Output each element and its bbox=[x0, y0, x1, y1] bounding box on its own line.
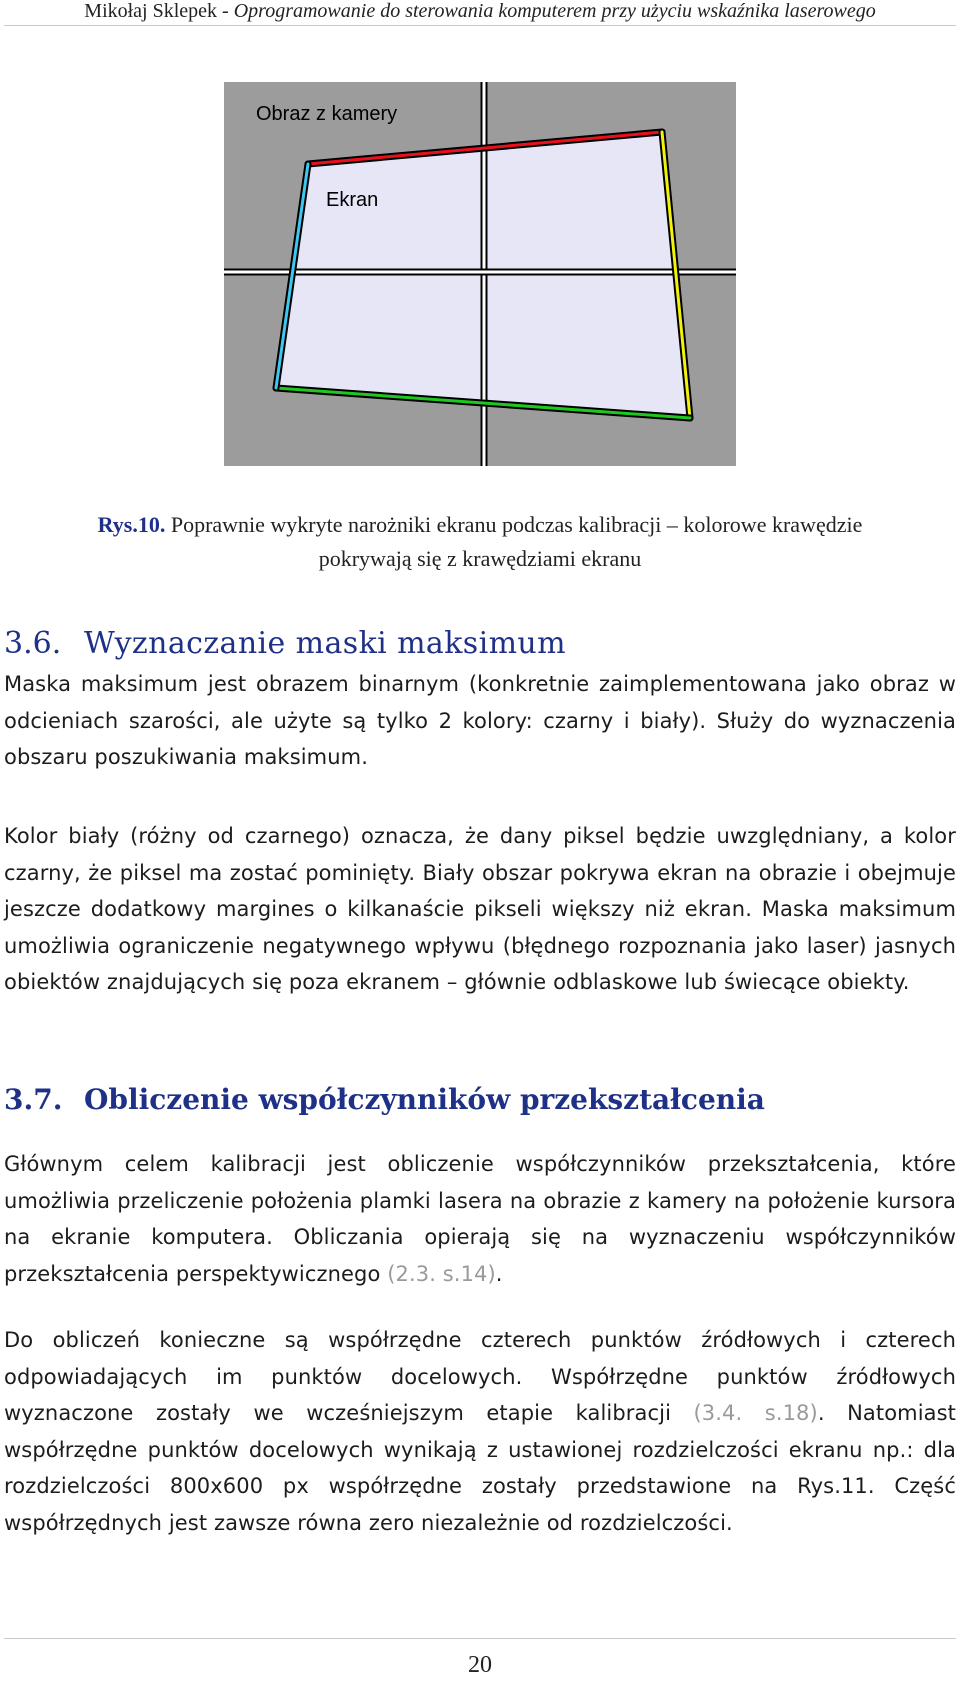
section-heading-3-6 bbox=[4, 624, 566, 664]
figure-caption bbox=[30, 508, 930, 576]
paragraph-coordinates bbox=[4, 1322, 956, 1541]
paragraph-text-end: . bbox=[495, 1261, 503, 1286]
camera-label: Obraz z kamery bbox=[256, 103, 398, 125]
header-title: Oprogramowanie do sterowania komputerem przy użyciu wskaźnika laserowego bbox=[233, 0, 876, 22]
section-number: 3.7. bbox=[4, 1083, 63, 1116]
paragraph-text: Głównym celem kalibracji jest obliczenie współczynników przekształcenia, które umożliwia przeliczenie położenia plamki lasera na obrazie z kamery na położenie kursora na ekranie komputera. Obliczania opierają się na wyznaczeniu współczynników przekształcenia perspektywicznego bbox=[4, 1152, 956, 1286]
section-title: Obliczenie współczynników przekształcenia bbox=[84, 1083, 765, 1116]
paragraph-calibration-goal bbox=[4, 1146, 956, 1292]
caption-line-2: pokrywają się z krawędziami ekranu bbox=[318, 546, 642, 571]
caption-line-1 bbox=[30, 508, 930, 542]
paragraph-mask-colors: Kolor biały (różny od czarnego) oznacza, że dany piksel będzie uwzględniany, a kolor czarny, że piksel ma zostać pominięty. Biały obszar pokrywa ekran na obrazie i obejmuje jeszcze dodatkowy margines o kilkanaście pikseli większy niż ekran. Maska maksimum umożliwia ograniczenie negatywnego wpływu (błędnego rozpoznania jako laser) jasnych obiektów znajdujących się poza ekranem – głównie odblaskowe lub świecące obiekty. bbox=[4, 824, 956, 994]
section-number: 3.6. bbox=[4, 626, 62, 661]
caption-text-1: Poprawnie wykryte narożniki ekranu podczas kalibracji – kolorowe krawędzie bbox=[165, 512, 863, 537]
page-number: 20 bbox=[468, 1652, 492, 1678]
header-author: Mikołaj Sklepek - bbox=[84, 0, 234, 22]
cross-reference-link[interactable]: (2.3. s.14) bbox=[387, 1261, 496, 1286]
calibration-figure bbox=[224, 82, 736, 466]
screen-label: Ekran bbox=[326, 189, 379, 211]
paragraph-mask-definition: Maska maksimum jest obrazem binarnym (konkretnie zaimplementowana jako obraz w odcieniach szarości, ale użyte są tylko 2 kolory: czarny i biały). Służy do wyznaczenia obszaru poszukiwania maksimum. bbox=[4, 672, 956, 769]
header-divider bbox=[4, 25, 956, 26]
caption-label: Rys.10. bbox=[97, 512, 166, 537]
paragraph-text-end: . Natomiast współrzędne punktów docelowych wynikają z ustawionej rozdzielczości ekranu np.: dla rozdzielczości 800x600 px współrzędne zostały przedstawione na Rys.11. Część współrzędnych jest zawsze równa zero niezależnie od rozdzielczości. bbox=[4, 1401, 956, 1535]
section-title: Wyznaczanie maski maksimum bbox=[84, 626, 566, 661]
cross-reference-link[interactable]: (3.4. s.18) bbox=[693, 1401, 818, 1425]
calibration-diagram bbox=[224, 82, 736, 466]
paragraph-text: Do obliczeń konieczne są współrzędne czterech punktów źródłowych i czterech odpowiadających im punktów docelowych. Współrzędne punktów źródłowych wyznaczone zostały we wcześniejszym etapie kalibracji bbox=[4, 1328, 956, 1425]
section-heading-3-7 bbox=[4, 1080, 765, 1120]
footer-divider bbox=[4, 1638, 956, 1639]
running-header bbox=[0, 0, 960, 22]
